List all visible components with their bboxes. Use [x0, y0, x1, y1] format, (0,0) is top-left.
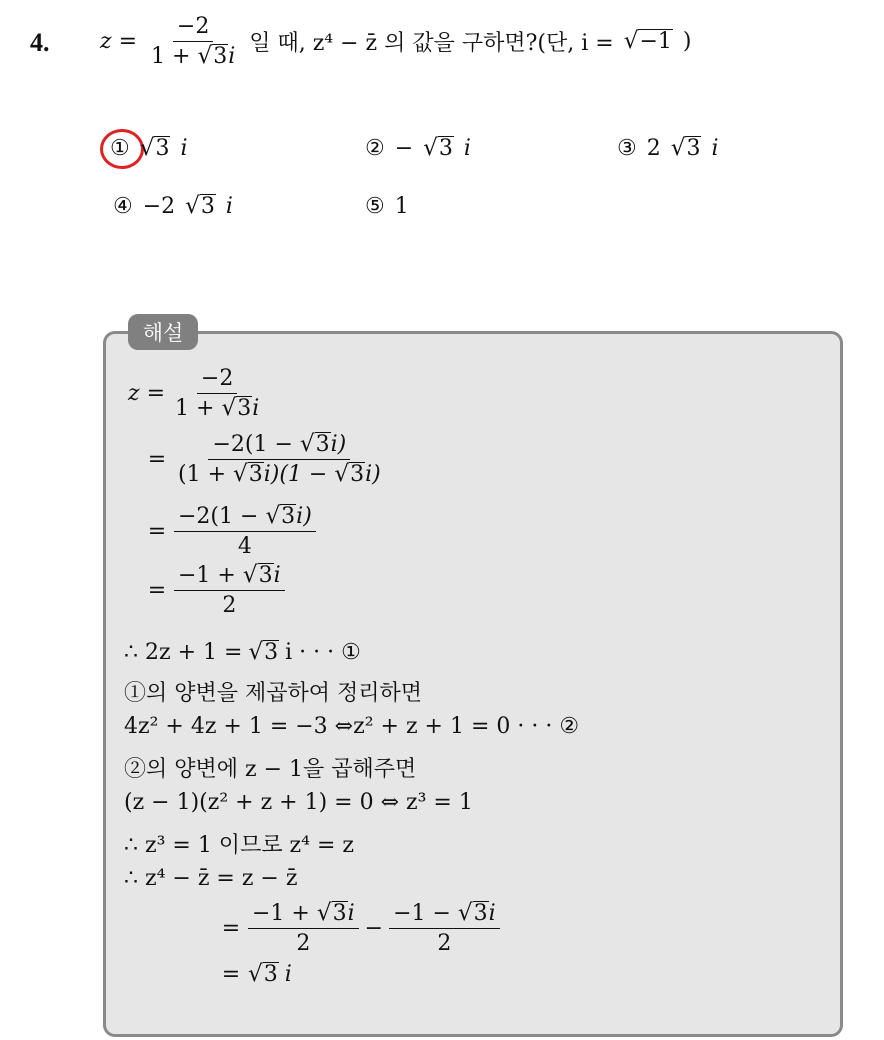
choice-1[interactable] — [110, 136, 188, 161]
frac-den: 2 — [437, 931, 452, 956]
choice-post: i — [180, 136, 188, 161]
line-post: i — [284, 962, 292, 987]
choice-rad: 3 — [200, 194, 215, 220]
num-post: i) — [296, 504, 312, 529]
num-rad: 3 — [473, 901, 488, 926]
stem-close: ) — [682, 29, 692, 54]
solution-line-9: (z − 1)(z² + z + 1) = 0 ⇔ z³ = 1 — [124, 790, 473, 815]
frac-den: 4 — [237, 534, 252, 559]
choice-post: i — [225, 194, 233, 219]
stem-lhs: z = — [100, 29, 138, 54]
fraction — [174, 432, 385, 487]
frac-num — [208, 432, 350, 460]
den-rad: 3 — [237, 396, 252, 421]
sqrt-symbol: √ 3 — [248, 961, 278, 988]
sqrt-symbol: √ 3 — [221, 395, 252, 421]
stem-cond-rad: −1 — [639, 29, 672, 55]
frac-num — [248, 901, 359, 929]
num-pre: −1 + — [178, 563, 236, 588]
frac-num — [389, 901, 500, 929]
stem-den-pre: 1 + — [151, 44, 191, 69]
sqrt-symbol: √ 3 — [242, 562, 273, 588]
stem-frac-num: −2 — [173, 14, 213, 42]
choice-rad: 3 — [438, 136, 453, 162]
solution-line-8: ②의 양변에 z − 1을 곱해주면 — [124, 757, 417, 782]
fraction-a — [248, 901, 359, 956]
sqrt-symbol: √ −1 — [623, 28, 672, 55]
choice-pre: 1 — [394, 194, 409, 219]
fraction — [174, 563, 285, 618]
frac-num: −2 — [197, 366, 237, 394]
stem-den-rad: 3 — [213, 44, 228, 69]
solution-line-4 — [146, 563, 285, 618]
solution-line-11: ∴ z⁴ − z̄ = z − z̄ — [124, 866, 298, 891]
frac-num — [174, 563, 285, 591]
choice-mark: ② — [365, 136, 385, 161]
equals: = — [221, 962, 241, 987]
choice-rad: 3 — [155, 136, 170, 162]
num-rad: 3 — [315, 432, 330, 457]
num-post: i — [347, 901, 355, 926]
choice-mark: ① — [110, 136, 130, 161]
solution-line-5 — [124, 640, 361, 665]
den-rad-1: 3 — [248, 462, 263, 487]
line-post: i · · · ① — [285, 640, 361, 665]
den-a: (1 + — [178, 462, 227, 487]
equals: = — [147, 578, 167, 603]
fraction-b — [389, 901, 500, 956]
line-rad: 3 — [264, 640, 279, 666]
sqrt-symbol: √ 3 — [185, 193, 215, 220]
num-pre: −2(1 − — [178, 504, 259, 529]
solution-line-3 — [146, 504, 316, 559]
num-post: i — [273, 563, 281, 588]
solution-line-10: ∴ z³ = 1 이므로 z⁴ = z — [124, 833, 354, 858]
choice-4[interactable] — [113, 194, 233, 219]
fraction — [174, 504, 316, 559]
num-pre: −2(1 − — [212, 432, 293, 457]
solution-line-12 — [220, 901, 500, 956]
sqrt-symbol: √ 3 — [670, 135, 701, 162]
choice-pre: − — [394, 136, 414, 161]
solution-tag: 해설 — [128, 314, 198, 350]
den-pre: 1 + — [175, 396, 215, 421]
sqrt-symbol: √ 3 — [423, 135, 453, 162]
sqrt-symbol: √ 3 — [139, 135, 170, 162]
frac-den: 2 — [222, 593, 237, 618]
den-post: i — [252, 396, 260, 421]
sqrt-symbol: √ 3 — [334, 461, 365, 487]
choice-pre: −2 — [142, 194, 176, 219]
den-b: i)(1 − — [263, 462, 328, 487]
solution-line-7: 4z² + 4z + 1 = −3 ⇔z² + z + 1 = 0 · · · ② — [124, 714, 580, 739]
num-rad: 3 — [332, 901, 347, 926]
question-number: 4. — [30, 28, 50, 57]
num-pre: −1 + — [252, 901, 310, 926]
sqrt-symbol: √ 3 — [248, 639, 279, 666]
line-rad: 3 — [263, 962, 278, 988]
stem-den-post: i — [228, 44, 236, 69]
choice-mark: ⑤ — [365, 194, 385, 219]
num-pre: −1 − — [393, 901, 451, 926]
num-post: i) — [330, 432, 347, 457]
num-rad: 3 — [281, 504, 296, 529]
equals: = — [147, 519, 167, 544]
sqrt-symbol: √ 3 — [233, 461, 263, 487]
equals: = — [221, 916, 241, 941]
frac-num — [174, 504, 316, 532]
line-lhs: z = — [128, 381, 166, 406]
solution-line-13 — [220, 962, 292, 987]
equals: = — [147, 447, 167, 472]
solution-line-6: ①의 양변을 제곱하여 정리하면 — [124, 681, 423, 706]
frac-den: 2 — [296, 931, 311, 956]
fraction — [171, 366, 263, 421]
choice-mark: ③ — [617, 136, 637, 161]
sqrt-symbol: √ 3 — [197, 43, 228, 69]
choice-2[interactable] — [365, 136, 471, 161]
question-stem — [100, 14, 691, 69]
solution-line-2 — [146, 432, 385, 487]
minus: − — [364, 916, 384, 941]
stem-fraction — [147, 14, 239, 69]
num-post: i — [488, 901, 496, 926]
choice-post: i — [463, 136, 471, 161]
choice-post: i — [711, 136, 719, 161]
choice-mark: ④ — [113, 194, 133, 219]
choice-3[interactable] — [617, 136, 719, 161]
solution-line-1 — [128, 366, 263, 421]
sqrt-symbol: √ 3 — [457, 900, 488, 926]
frac-den — [171, 394, 263, 421]
sqrt-symbol: √ 3 — [299, 431, 330, 457]
den-rad-2: 3 — [350, 462, 365, 487]
num-rad: 3 — [258, 563, 273, 588]
choice-5[interactable] — [365, 194, 409, 219]
sqrt-symbol: √ 3 — [316, 900, 347, 926]
stem-text: 일 때, z⁴ − z̄ 의 값을 구하면?(단, i = — [249, 31, 614, 56]
choice-rad: 3 — [686, 136, 701, 162]
sqrt-symbol: √ 3 — [265, 503, 296, 529]
den-c: i) — [365, 462, 381, 487]
stem-frac-den — [147, 42, 239, 69]
choice-pre: 2 — [646, 136, 661, 161]
line-pre: ∴ 2z + 1 = — [124, 640, 243, 665]
frac-den — [174, 460, 385, 487]
